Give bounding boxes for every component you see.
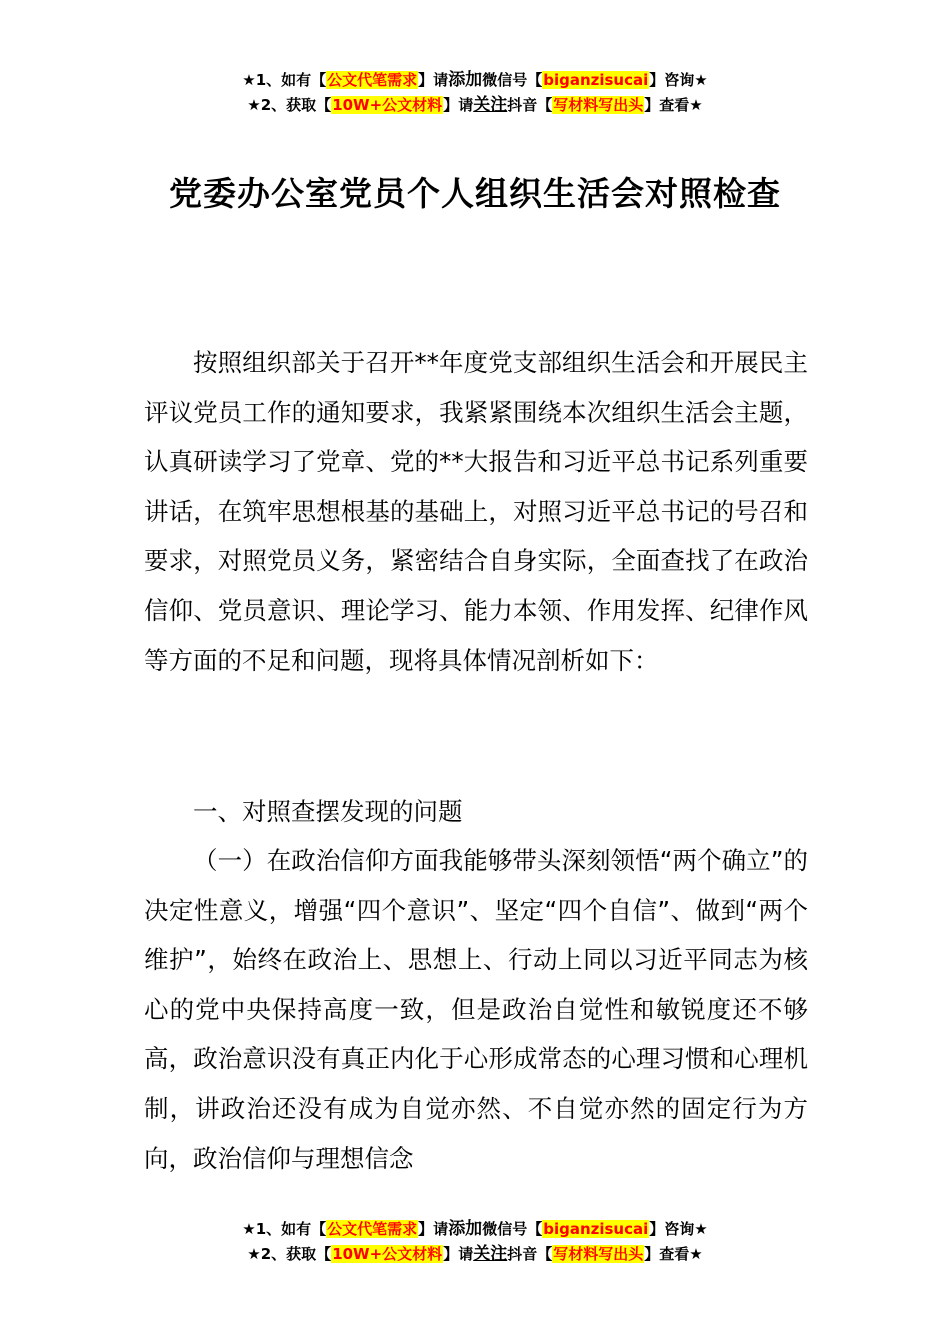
section-heading: 一、对照查摆发现的问题 — [193, 797, 463, 826]
promo-text: 微信号【 — [482, 1220, 543, 1238]
star-icon: ★ — [694, 1220, 708, 1238]
promo-text: 2、获取【 — [260, 96, 332, 114]
promo-text: 】请 — [418, 1220, 449, 1238]
promo-text: 】请 — [418, 71, 449, 89]
promo-text: 1、如有【 — [255, 1220, 327, 1238]
star-icon: ★ — [242, 71, 256, 89]
promo-line-2 — [0, 1242, 950, 1267]
star-icon: ★ — [694, 71, 708, 89]
promo-highlight: 10W+公文材料 — [332, 96, 443, 114]
promo-highlight: 公文代笔需求 — [327, 71, 418, 89]
promo-emphasis: 关注 — [473, 1244, 508, 1264]
promo-text: 】请 — [443, 96, 474, 114]
promo-text: 】查看 — [644, 96, 690, 114]
promo-emphasis: 关注 — [473, 95, 508, 115]
star-icon: ★ — [247, 96, 261, 114]
douyin-id-highlight: 写材料写出头 — [553, 1245, 644, 1263]
promo-emphasis: 添加 — [448, 1219, 483, 1239]
star-icon: ★ — [247, 1245, 261, 1263]
header-promo-banner — [0, 68, 950, 118]
promo-text: 】查看 — [644, 1245, 690, 1263]
promo-text: 抖音【 — [507, 1245, 553, 1263]
star-icon: ★ — [689, 96, 703, 114]
promo-emphasis: 添加 — [448, 70, 483, 90]
promo-line-2 — [0, 93, 950, 118]
wechat-id-highlight: biganzisucai — [543, 1220, 649, 1238]
promo-text: 抖音【 — [507, 96, 553, 114]
promo-line-1 — [0, 68, 950, 93]
promo-text: 1、如有【 — [255, 71, 327, 89]
star-icon: ★ — [242, 1220, 256, 1238]
section-paragraph: （一）在政治信仰方面我能够带头深刻领悟“两个确立”的决定性意义，增强“四个意识”、坚定“四个自信”、做到“两个维护”，始终在政治上、思想上、行动上同以习近平同志为核心的党中央保持高度一致，但是政治自觉性和敏锐度还不够高，政治意识没有真正内化于心形成常态的心理习惯和心理机制，讲政治还没有成为自觉亦然、不自觉亦然的固定行为方向，政治信仰与理想信念 — [144, 846, 808, 1173]
star-icon: ★ — [689, 1245, 703, 1263]
promo-highlight: 10W+公文材料 — [332, 1245, 443, 1263]
promo-text: 】咨询 — [649, 1220, 695, 1238]
promo-line-1 — [0, 1217, 950, 1242]
wechat-id-highlight: biganzisucai — [543, 71, 649, 89]
footer-promo-banner — [0, 1217, 950, 1267]
promo-text: 微信号【 — [482, 71, 543, 89]
promo-text: 2、获取【 — [260, 1245, 332, 1263]
promo-text: 】咨询 — [649, 71, 695, 89]
douyin-id-highlight: 写材料写出头 — [553, 96, 644, 114]
intro-paragraph: 按照组织部关于召开**年度党支部组织生活会和开展民主评议党员工作的通知要求，我紧紧围绕本次组织生活会主题，认真研读学习了党章、党的**大报告和习近平总书记系列重要讲话，在筑牢思想根基的基础上，对照习近平总书记的号召和要求，对照党员义务，紧密结合自身实际，全面查找了在政治信仰、党员意识、理论学习、能力本领、作用发挥、纪律作风等方面的不足和问题，现将具体情况剖析如下： — [144, 348, 808, 675]
promo-text: 】请 — [443, 1245, 474, 1263]
document-title: 党委办公室党员个人组织生活会对照检查 — [169, 174, 781, 214]
promo-highlight: 公文代笔需求 — [327, 1220, 418, 1238]
